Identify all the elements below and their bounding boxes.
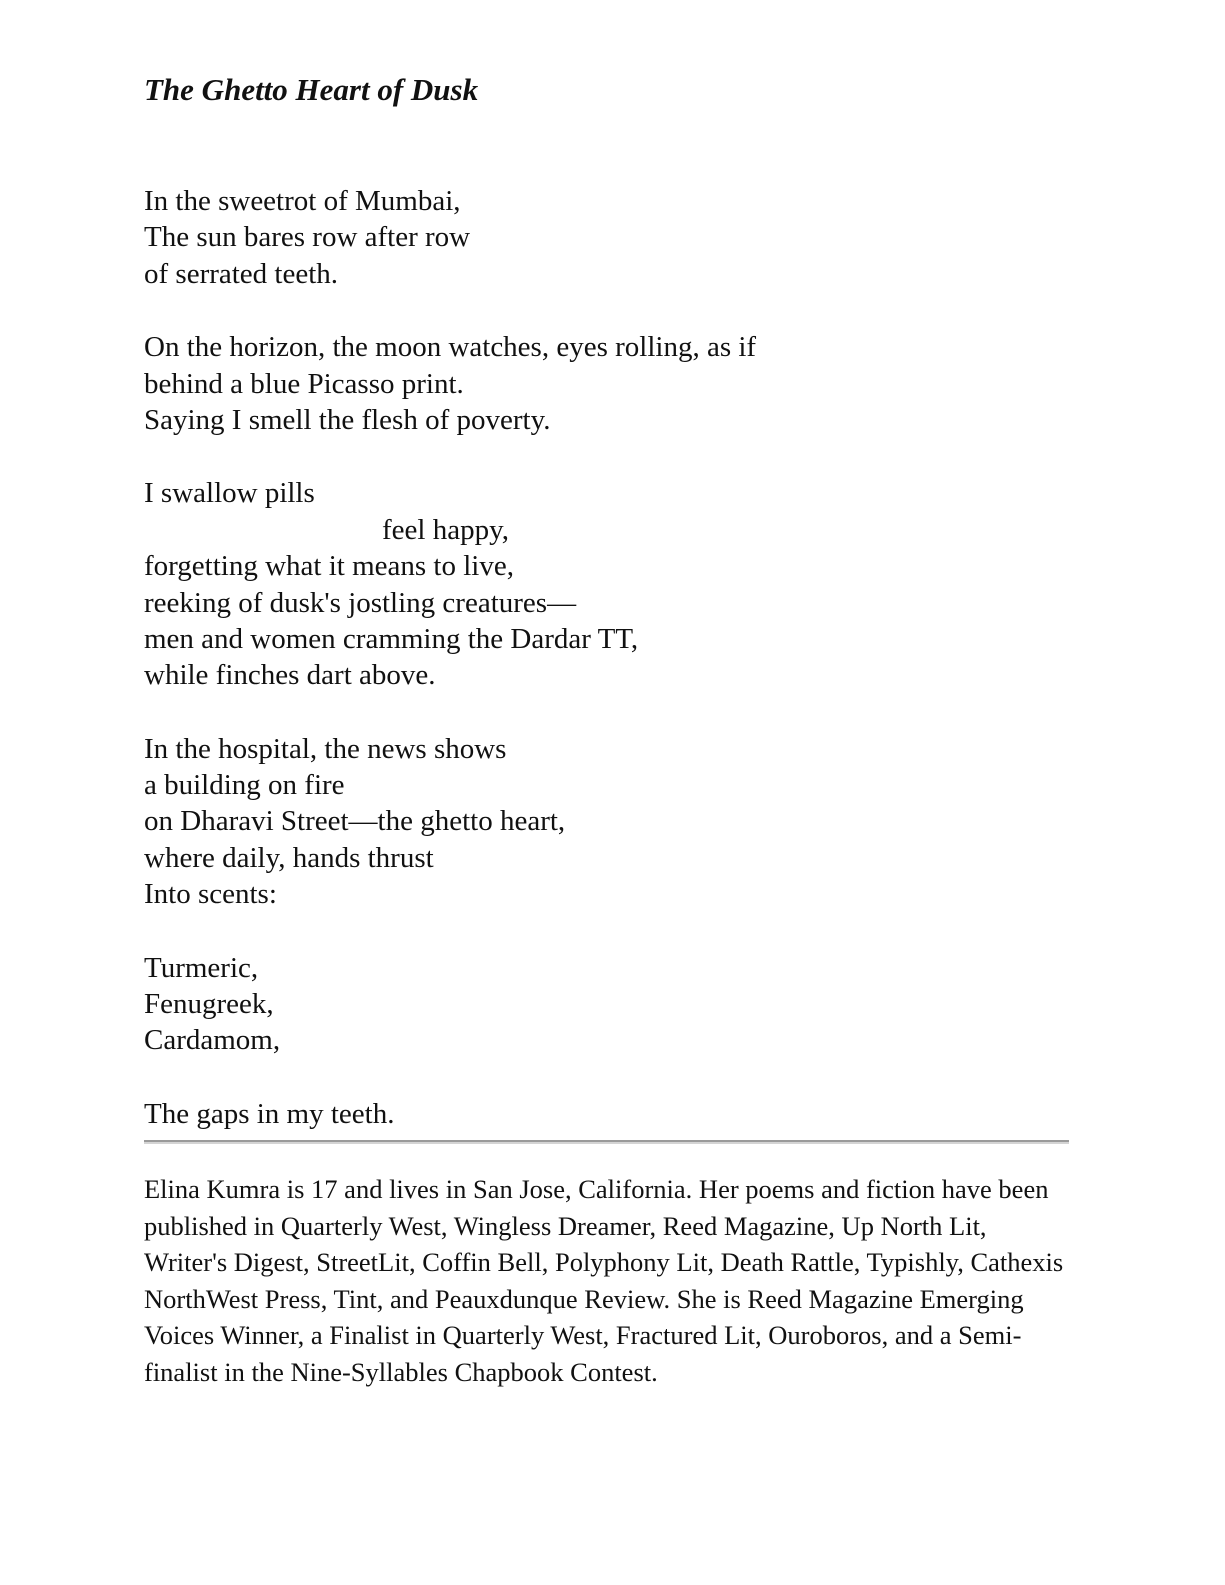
poem-line: Fenugreek, xyxy=(144,988,274,1021)
poem-line: Turmeric, xyxy=(144,951,259,984)
poem-line: reeking of dusk's jostling creatures— xyxy=(144,586,577,619)
poem-line: On the horizon, the moon watches, eyes rolling, as if xyxy=(144,331,757,364)
poem-title: The Ghetto Heart of Dusk xyxy=(144,72,479,107)
poem-line: a building on fire xyxy=(144,769,345,802)
poem-line: The gaps in my teeth. xyxy=(144,1097,395,1130)
author-bio: Elina Kumra is 17 and lives in San Jose, California. Her poems and fiction have been published in Quarterly West, Wingless Dreamer, Reed Magazine, Up North Lit, Writer's Digest, StreetLit, Coffin Bell, Polyphony Lit, Death Rattle, Typishly, Cathexis NorthWest Press, Tint, and Peauxdunque Review. She is Reed Magazine Emerging Voices Winner, a Finalist in Quarterly West, Fractured Lit, Ouroboros, and a Semi-finalist in the Nine-Syllables Chapbook Contest. xyxy=(144,1174,1064,1387)
poem-line: while finches dart above. xyxy=(144,659,436,692)
poem-line: Into scents: xyxy=(144,878,277,911)
poem-line: I swallow pills xyxy=(144,477,315,510)
poem-line: Saying I smell the flesh of poverty. xyxy=(144,403,551,436)
poem-body xyxy=(144,183,1069,1169)
horizontal-divider xyxy=(144,1140,1069,1144)
poem-line: on Dharavi Street—the ghetto heart, xyxy=(144,805,566,838)
poem-line: In the hospital, the news shows xyxy=(144,732,507,765)
stanza-3 xyxy=(144,475,1069,693)
poem-line: of serrated teeth. xyxy=(144,257,339,290)
poem-line: Cardamom, xyxy=(144,1024,281,1057)
poem-line: men and women cramming the Dardar TT, xyxy=(144,622,639,655)
poem-line: where daily, hands thrust xyxy=(144,841,434,874)
poem-line: The sun bares row after row xyxy=(144,221,471,254)
poem-line: forgetting what it means to live, xyxy=(144,550,514,583)
stanza-4 xyxy=(144,731,1069,913)
poem-line: In the sweetrot of Mumbai, xyxy=(144,185,461,217)
stanza-5 xyxy=(144,950,1069,1059)
stanza-6 xyxy=(144,1096,1069,1132)
stanza-1 xyxy=(144,183,1069,292)
stanza-2 xyxy=(144,329,1069,438)
poem-line-indented: feel happy, xyxy=(382,513,509,546)
poem-line: behind a blue Picasso print. xyxy=(144,367,464,400)
